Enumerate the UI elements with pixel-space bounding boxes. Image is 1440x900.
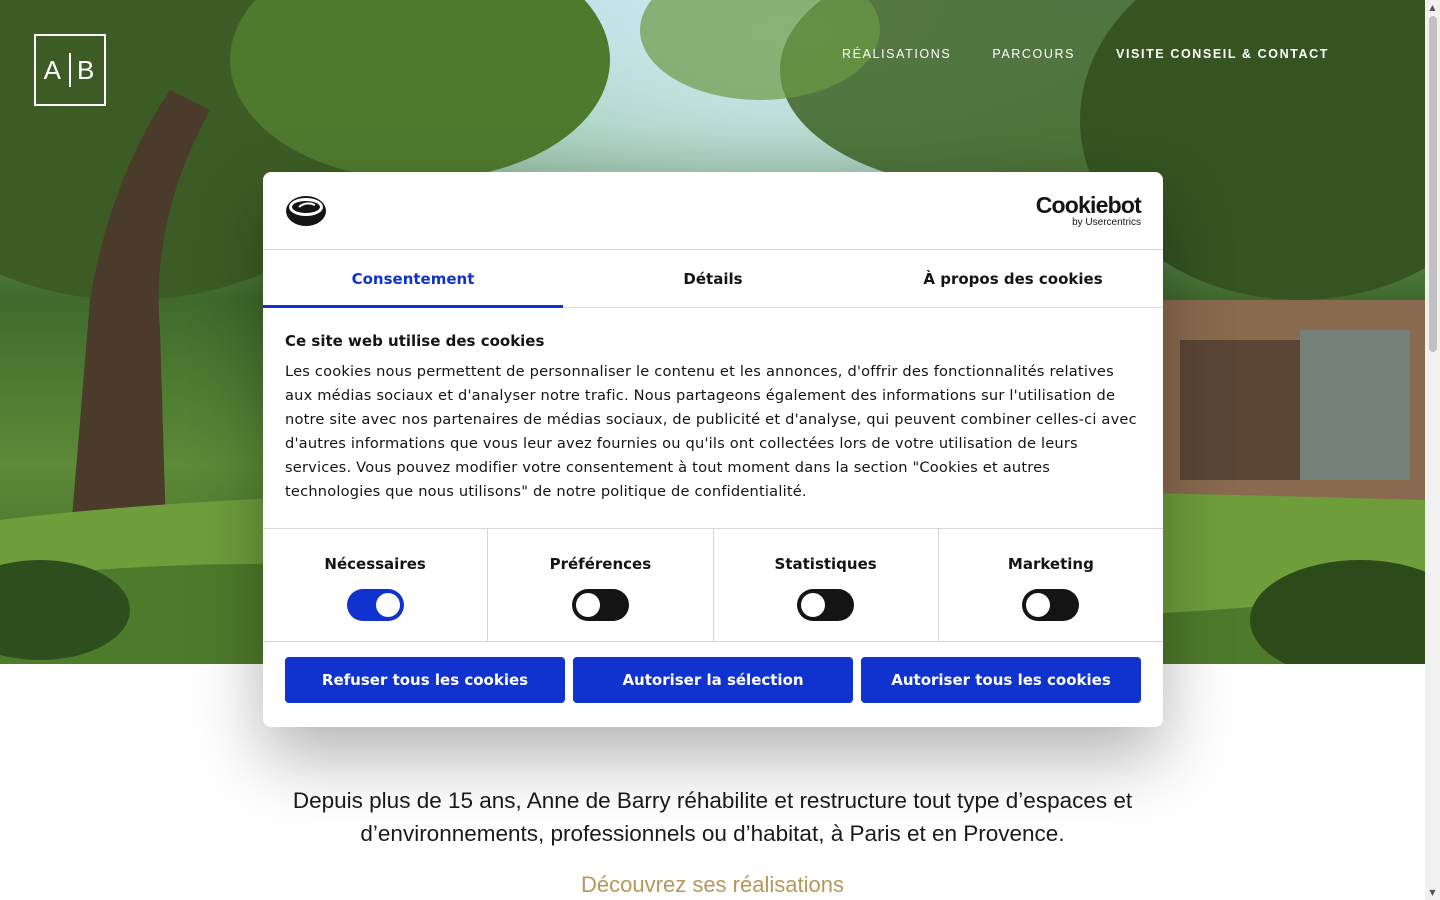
scroll-up-icon[interactable]: ▲ bbox=[1429, 3, 1436, 12]
toggle-marketing bbox=[939, 529, 1163, 641]
toggle-necessaires-switch[interactable] bbox=[347, 589, 404, 621]
tab-consentement[interactable]: Consentement bbox=[263, 250, 563, 307]
dialog-tabs bbox=[263, 250, 1163, 308]
toggle-necessaires bbox=[263, 529, 488, 641]
toggle-statistiques bbox=[714, 529, 939, 641]
site-logo[interactable] bbox=[34, 34, 106, 106]
switch-knob bbox=[376, 593, 400, 617]
intro-text: Depuis plus de 15 ans, Anne de Barry réhabilite et restructure tout type d’espaces et d’environnements, professionnels ou d’habitat, à Paris et en Provence. bbox=[292, 788, 1133, 846]
nav-visite-conseil-contact[interactable]: VISITE CONSEIL & CONTACT bbox=[1116, 47, 1329, 61]
page-scrollbar[interactable] bbox=[1425, 0, 1440, 900]
cookiebot-by: by Usercentrics bbox=[1072, 217, 1141, 228]
switch-knob bbox=[576, 593, 600, 617]
nav-realisations[interactable]: RÉALISATIONS bbox=[842, 47, 952, 61]
consent-buttons bbox=[263, 642, 1163, 718]
toggle-marketing-switch[interactable] bbox=[1022, 589, 1079, 621]
cookie-consent-dialog bbox=[263, 172, 1163, 727]
toggle-label: Statistiques bbox=[774, 555, 877, 573]
toggle-label: Nécessaires bbox=[324, 555, 426, 573]
logo-letter-b: B bbox=[77, 54, 97, 85]
allow-all-button[interactable]: Autoriser tous les cookies bbox=[861, 657, 1141, 703]
cookiebot-icon bbox=[285, 195, 327, 227]
scrollbar-thumb[interactable] bbox=[1429, 16, 1437, 352]
discover-realisations-link[interactable]: Découvrez ses réalisations bbox=[581, 872, 844, 897]
deny-all-button[interactable]: Refuser tous les cookies bbox=[285, 657, 565, 703]
toggle-label: Préférences bbox=[549, 555, 652, 573]
consent-toggles bbox=[263, 529, 1163, 642]
tab-details[interactable]: Détails bbox=[683, 269, 743, 288]
consent-content bbox=[263, 308, 1163, 529]
main-nav bbox=[842, 47, 1329, 61]
toggle-label: Marketing bbox=[1007, 555, 1094, 573]
toggle-statistiques-switch[interactable] bbox=[797, 589, 854, 621]
consent-body: Les cookies nous permettent de personnaliser le contenu et les annonces, d'offrir des fonctionnalités relatives aux médias sociaux et d'analyser notre trafic. Nous partageons également des informations sur l'utilisation de notre site avec nos partenaires de médias sociaux, de publicité et d'analyse, qui peuvent combiner celles-ci avec d'autres informations que vous leur avez fournies ou qu'ils ont collectées lors de votre utilisation de leurs services. Vous pouvez modifier votre consentement à tout moment dans la section "Cookies et autres technologies que nous utilisons" de notre politique de confidentialité. bbox=[285, 363, 1137, 500]
nav-parcours[interactable]: PARCOURS bbox=[992, 47, 1076, 61]
logo-letter-a: A bbox=[43, 54, 63, 85]
scroll-down-icon[interactable]: ▼ bbox=[1429, 888, 1436, 897]
toggle-preferences-switch[interactable] bbox=[572, 589, 629, 621]
tab-a-propos[interactable]: À propos des cookies bbox=[923, 269, 1103, 288]
switch-knob bbox=[1026, 593, 1050, 617]
allow-selection-button[interactable]: Autoriser la sélection bbox=[573, 657, 853, 703]
logo-divider bbox=[69, 53, 71, 87]
consent-heading: Ce site web utilise des cookies bbox=[285, 332, 545, 350]
cookiebot-name: Cookiebot bbox=[1035, 192, 1141, 218]
cookiebot-brand[interactable] bbox=[1036, 194, 1141, 228]
switch-knob bbox=[801, 593, 825, 617]
toggle-preferences bbox=[488, 529, 713, 641]
dialog-header bbox=[263, 172, 1163, 250]
